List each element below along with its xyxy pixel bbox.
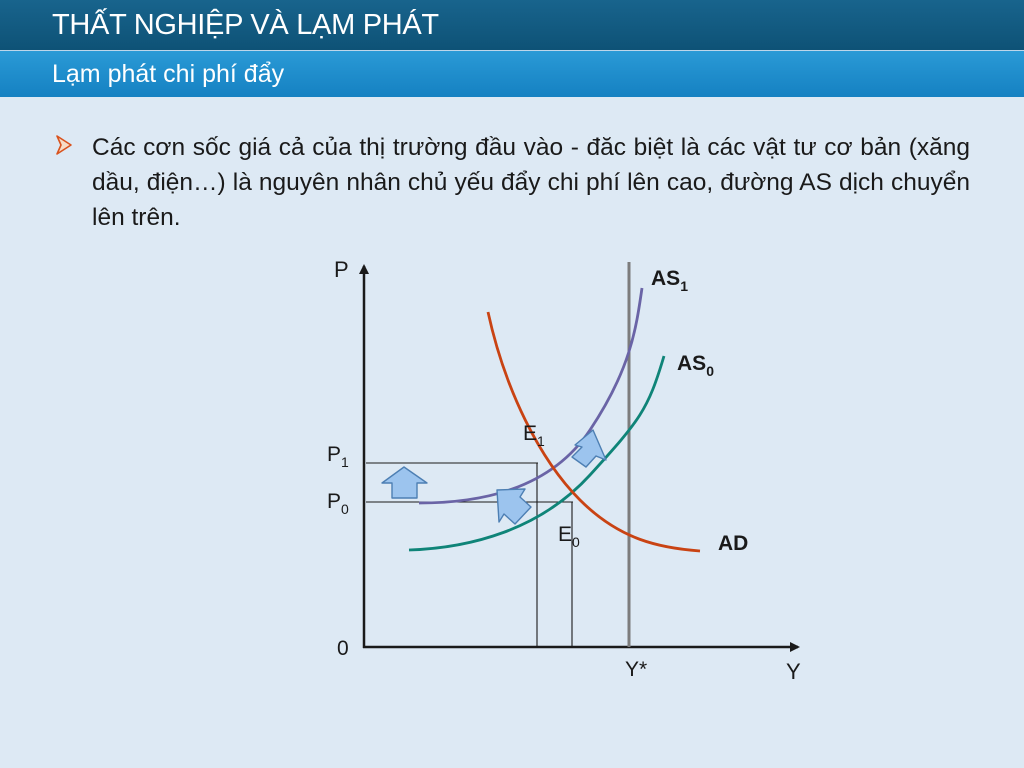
up-shift-arrow (382, 467, 427, 498)
as0-label: $AS_0$ (677, 352, 714, 379)
diagonal-shift-arrow-lower (497, 489, 531, 524)
e0-label: $E_0$ (558, 523, 580, 550)
output-axis-label: Y (786, 659, 801, 684)
bullet-text: Các cơn sốc giá cả của thị trường đầu vào - đăc biệt là các vật tư cơ bản (xăng dầu, điện…) là nguyên nhân chủ yếu đẩy chi phí lên cao, đường AS dịch chuyển lên trên. (92, 134, 970, 231)
price-axis-label: P (334, 257, 349, 282)
y-star-label: Y* (625, 658, 648, 681)
as1-label: $AS_1$ (651, 267, 688, 294)
origin-label: 0 (337, 637, 349, 660)
slide-subtitle: Lạm phát chi phí đẩy (52, 60, 285, 88)
p0-label: $P_0$ (327, 490, 349, 517)
slide-title: THẤT NGHIỆP VÀ LẠM PHÁT (52, 9, 439, 41)
p1-label: $P_1$ (327, 443, 349, 470)
ad-label: AD (718, 532, 749, 555)
as1-curve (419, 288, 642, 503)
e1-label: $E_1$ (523, 422, 545, 449)
